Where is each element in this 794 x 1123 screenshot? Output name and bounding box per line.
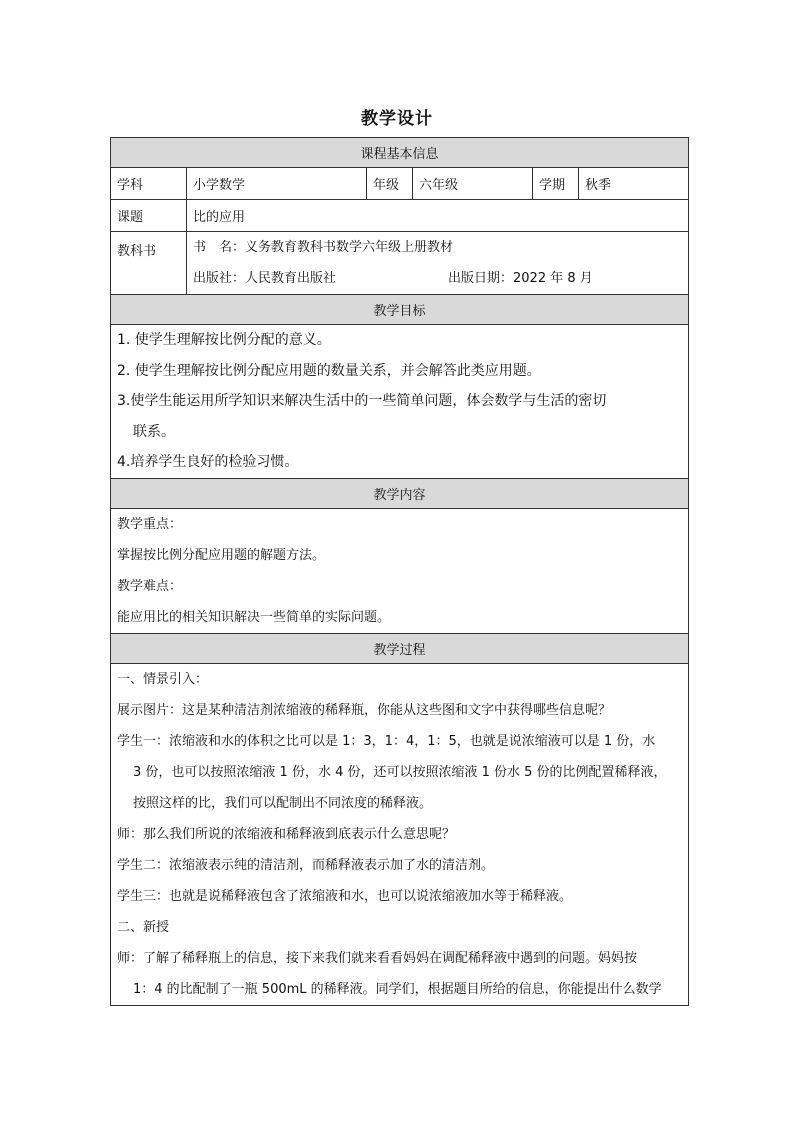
process-line: 按照这样的比，我们可以配制出不同浓度的稀释液。 xyxy=(133,795,433,811)
subject-value: 小学数学 xyxy=(187,168,367,200)
publication-date: 出版日期：2022 年 8 月 xyxy=(448,271,593,286)
publisher: 出版社：人民教育出版社 xyxy=(193,271,337,286)
content-line: 教学重点： xyxy=(117,516,183,532)
grade-value: 六年级 xyxy=(413,168,533,200)
page-title: 教学设计 xyxy=(361,109,433,129)
topic-label: 课题 xyxy=(111,200,187,232)
content-line: 掌握按比例分配应用题的解题方法。 xyxy=(117,547,326,563)
objectives-header: 教学目标 xyxy=(111,295,689,325)
process-line: 学生三：也就是说稀释液包含了浓缩液和水，也可以说浓缩液加水等于稀释液。 xyxy=(117,888,573,904)
process-line: 3 份，也可以按照浓缩液 1 份，水 4 份，还可以按照浓缩液 1 份水 5 份的比例配置稀释液， xyxy=(133,764,667,780)
textbook-info xyxy=(187,232,689,295)
process-line: 师：那么我们所说的浓缩液和稀释液到底表示什么意思呢？ xyxy=(117,826,456,842)
objectives-body xyxy=(111,325,689,479)
term-label: 学期 xyxy=(533,168,579,200)
process-line: 师：了解了稀释瓶上的信息，接下来我们就来看看妈妈在调配稀释液中遇到的问题。妈妈按 xyxy=(117,950,638,966)
grade-label: 年级 xyxy=(367,168,413,200)
objective-line: 2. 使学生理解按比例分配应用题的数量关系，并会解答此类应用题。 xyxy=(117,362,541,379)
lesson-plan-table xyxy=(110,137,689,1006)
process-line: 学生一：浓缩液和水的体积之比可以是 1：3，1：4，1：5，也就是说浓缩液可以是 1 份，水 xyxy=(117,733,656,749)
process-line: 一、情景引入： xyxy=(117,671,209,687)
topic-value: 比的应用 xyxy=(187,200,689,232)
process-body xyxy=(111,663,689,1005)
content-header: 教学内容 xyxy=(111,478,689,508)
content-body xyxy=(111,508,689,633)
content-line: 教学难点： xyxy=(117,578,183,594)
objective-line: 联系。 xyxy=(133,423,175,440)
publisher-row xyxy=(187,263,688,294)
process-line: 二、新授 xyxy=(117,919,170,935)
process-line: 1：4 的比配制了一瓶 500mL 的稀释液。同学们，根据题目所给的信息，你能提出什么数学 xyxy=(133,981,662,997)
textbook-label: 教科书 xyxy=(111,232,187,295)
process-line: 学生二：浓缩液表示纯的清洁剂，而稀释液表示加了水的清洁剂。 xyxy=(117,857,495,873)
subject-label: 学科 xyxy=(111,168,187,200)
objective-line: 1. 使学生理解按比例分配的意义。 xyxy=(117,332,331,348)
content-line: 能应用比的相关知识解决一些简单的实际问题。 xyxy=(117,609,391,625)
objective-line: 3.使学生能运用所学知识来解决生活中的一些简单问题，体会数学与生活的密切 xyxy=(117,393,607,409)
objective-line: 4.培养学生良好的检验习惯。 xyxy=(117,454,299,470)
basic-info-header: 课程基本信息 xyxy=(111,138,689,168)
process-header: 教学过程 xyxy=(111,633,689,663)
book-name: 书 名：义务教育教科书数学六年级上册教材 xyxy=(193,240,454,255)
term-value: 秋季 xyxy=(579,168,689,200)
process-line: 展示图片：这是某种清洁剂浓缩液的稀释瓶，你能从这些图和文字中获得哪些信息呢？ xyxy=(117,702,612,718)
